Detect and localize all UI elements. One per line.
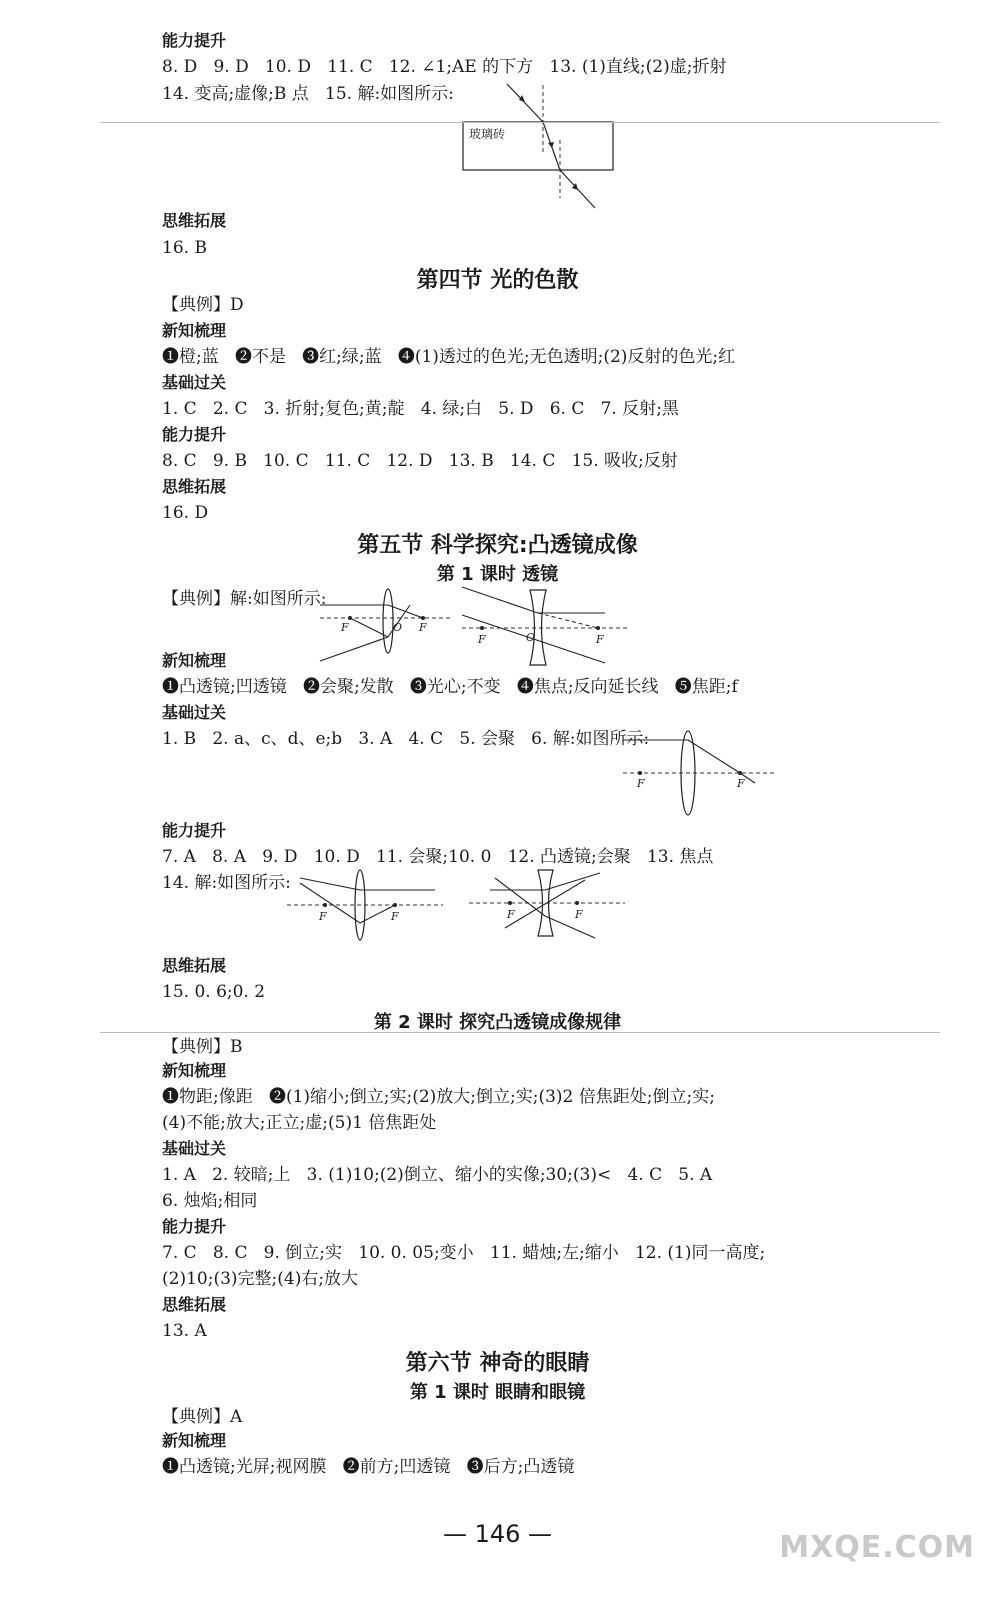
answer-line: 15. 0. 6;0. 2 — [162, 982, 266, 1002]
focus-label: F — [596, 633, 604, 646]
answer-line: ❶物距;像距 ❷(1)缩小;倒立;实;(2)放大;倒立;实;(3)2 倍焦距处;倒立;实; — [162, 1087, 715, 1107]
optical-center-label: O — [526, 631, 536, 644]
heading-siwei-tuozhan: 思维拓展 — [162, 1295, 227, 1314]
optical-center-label: O — [393, 621, 403, 634]
answer-line: ❶橙;蓝 ❷不是 ❸红;绿;蓝 ❹(1)透过的色光;无色透明;(2)反射的色光;红 — [162, 347, 736, 367]
concave-lens-q14-diagram — [465, 868, 630, 948]
focus-label: F — [507, 908, 515, 921]
heading-siwei-tuozhan: 思维拓展 — [162, 956, 227, 975]
section-title: 第四节 光的色散 — [416, 268, 579, 293]
answer-line: 1. A 2. 较暗;上 3. (1)10;(2)倒立、缩小的实像;30;(3)< 4. C 5. A — [162, 1165, 713, 1185]
answer-line: 7. A 8. A 9. D 10. D 11. 会聚;10. 0 12. 凸透镜;会聚 13. 焦点 — [162, 847, 714, 867]
convex-lens-diagram — [315, 585, 455, 665]
heading-siwei-tuozhan: 思维拓展 — [162, 477, 227, 496]
focus-label: F — [319, 910, 327, 923]
focus-label: F — [637, 777, 645, 790]
focus-label: F — [419, 621, 427, 634]
answer-line: ❶凸透镜;凹透镜 ❷会聚;发散 ❸光心;不变 ❹焦点;反向延长线 ❺焦距;f — [162, 677, 738, 697]
dianli-line: 【典例】解:如图所示: — [162, 589, 327, 609]
heading-nengli-tisheng: 能力提升 — [162, 821, 227, 840]
heading-xinzhi-shuli: 新知梳理 — [162, 321, 227, 340]
answer-line: 6. 烛焰;相同 — [162, 1191, 258, 1211]
dianli-line: 【典例】D — [162, 295, 244, 315]
lesson-title: 第 2 课时 探究凸透镜成像规律 — [373, 1012, 622, 1033]
answer-line: 13. A — [162, 1321, 207, 1341]
answer-line: 1. B 2. a、c、d、e;b 3. A 4. C 5. 会聚 6. 解:如图所示: — [162, 729, 650, 749]
divider — [100, 122, 940, 123]
focus-label: F — [737, 777, 745, 790]
lesson-title: 第 1 课时 透镜 — [436, 564, 559, 585]
heading-jichu-guoguan: 基础过关 — [162, 1139, 227, 1158]
lesson-title: 第 1 课时 眼睛和眼镜 — [409, 1382, 586, 1403]
answer-line: (2)10;(3)完整;(4)右;放大 — [162, 1269, 359, 1289]
heading-nengli-tisheng: 能力提升 — [162, 425, 227, 444]
focus-label: F — [391, 910, 399, 923]
focus-label: F — [341, 621, 349, 634]
answer-line: 16. D — [162, 503, 209, 523]
answer-line: 14. 解:如图所示: — [162, 873, 291, 893]
answer-line: 16. B — [162, 238, 207, 258]
answer-line: ❶凸透镜;光屏;视网膜 ❷前方;凹透镜 ❸后方;凸透镜 — [162, 1457, 575, 1477]
dianli-line: 【典例】B — [162, 1037, 243, 1057]
heading-xinzhi-shuli: 新知梳理 — [162, 651, 227, 670]
focus-label: F — [575, 908, 583, 921]
heading-nengli-tisheng: 能力提升 — [162, 1217, 227, 1236]
section-title: 第五节 科学探究:凸透镜成像 — [357, 533, 638, 558]
watermark-logo: MXQE.COM — [779, 1530, 975, 1565]
heading-jichu-guoguan: 基础过关 — [162, 373, 227, 392]
convex-lens-q14-diagram — [285, 868, 445, 948]
heading-siwei-tuozhan: 思维拓展 — [162, 211, 227, 230]
glass-brick-label: 玻璃砖 — [469, 127, 506, 141]
answer-line: 7. C 8. C 9. 倒立;实 10. 0. 05;变小 11. 蜡烛;左;缩小 12. (1)同一高度; — [162, 1243, 766, 1263]
answer-line: 14. 变高;虚像;B 点 15. 解:如图所示: — [162, 84, 454, 104]
answer-line: 1. C 2. C 3. 折射;复色;黄;靛 4. 绿;白 5. D 6. C 7. 反射;黑 — [162, 399, 679, 419]
heading-xinzhi-shuli: 新知梳理 — [162, 1061, 227, 1080]
concave-lens-diagram — [460, 585, 630, 670]
heading-nengli-tisheng: 能力提升 — [162, 31, 227, 50]
convex-lens-q6-diagram — [615, 725, 780, 820]
answer-line: 8. C 9. B 10. C 11. C 12. D 13. B 14. C 15. 吸收;反射 — [162, 451, 678, 471]
heading-xinzhi-shuli: 新知梳理 — [162, 1431, 227, 1450]
heading-jichu-guoguan: 基础过关 — [162, 703, 227, 722]
focus-label: F — [478, 633, 486, 646]
answer-line: 8. D 9. D 10. D 11. C 12. ∠1;AE 的下方 13. (1)直线;(2)虚;折射 — [162, 57, 727, 77]
divider — [100, 1032, 940, 1033]
section-title: 第六节 神奇的眼睛 — [405, 1351, 590, 1376]
glass-brick-refraction-diagram — [455, 80, 615, 215]
page-number: — 146 — — [442, 1520, 553, 1548]
dianli-line: 【典例】A — [162, 1407, 243, 1427]
answer-line: (4)不能;放大;正立;虚;(5)1 倍焦距处 — [162, 1113, 437, 1133]
